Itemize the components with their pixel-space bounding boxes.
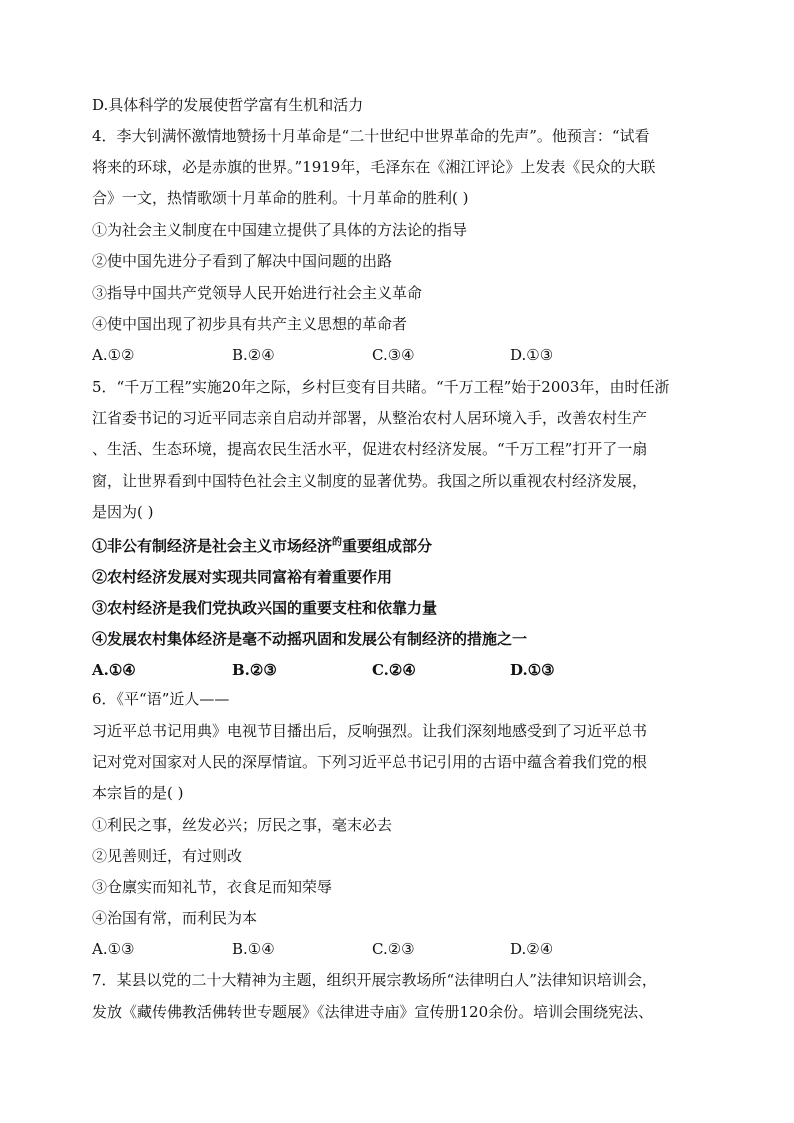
q5-option-d: D.①③ [510, 661, 555, 679]
q6-statement-3: ③仓廪实而知礼节，衣食足而知荣辱 [92, 878, 333, 896]
q4-option-a: A.①② [92, 346, 135, 364]
q5-statement-1 [92, 536, 432, 556]
q7-stem-line-1: 7．某县以党的二十大精神为主题，组织开展宗教场所“法律明白人”法律知识培训会， [92, 971, 657, 989]
q6-option-d: D.②④ [510, 940, 554, 958]
q6-statement-2: ②见善则迁，有过则改 [92, 847, 243, 865]
q4-stem-line-1: 4．李大钊满怀激情地赞扬十月革命是“二十世纪中世界革命的先声”。他预言：“试看 [92, 127, 650, 145]
q4-option-d: D.①③ [510, 346, 554, 364]
q5-statement-2: ②农村经济发展对实现共同富裕有着重要作用 [92, 568, 393, 586]
q5-stem-line-1: 5．“千万工程”实施20年之际，乡村巨变有目共睹。“千万工程”始于2003年，由时任浙 [92, 378, 670, 396]
q5-statement-3: ③农村经济是我们党执政兴国的重要支柱和依靠力量 [92, 599, 438, 617]
q6-stem-line-4: 本宗旨的是( ) [92, 784, 184, 802]
q6-stem-line-2: 习近平总书记用典》电视节目播出后，反响强烈。让我们深刻地感受到了习近平总书 [92, 722, 648, 740]
q5-stem-line-3: 、生活、生态环境，提高农民生活水平，促进农村经济发展。“千万工程”打开了一扇 [92, 440, 648, 458]
q6-stem-line-3: 记对党对国家对人民的深厚情谊。下列习近平总书记引用的古语中蕴含着我们党的根 [92, 753, 648, 771]
q4-statement-3: ③指导中国共产党领导人民开始进行社会主义革命 [92, 284, 423, 302]
q6-option-a: A.①③ [92, 940, 135, 958]
q6-statement-4: ④治国有常，而利民为本 [92, 909, 258, 927]
q5-statement-4: ④发展农村集体经济是毫不动摇巩固和发展公有制经济的措施之一 [92, 630, 528, 648]
q4-stem-line-3: 合》一文，热情歌颂十月革命的胜利。十月革命的胜利( ) [92, 189, 469, 207]
q5-stem-line-2: 江省委书记的习近平同志亲自启动并部署，从整治农村人居环境入手，改善农村生产 [92, 409, 648, 427]
q6-option-c: C.②③ [372, 940, 415, 958]
q5-option-a: A.①④ [92, 661, 136, 679]
q6-option-b: B.①④ [232, 940, 275, 958]
q5-stem-line-4: 窗，让世界看到中国特色社会主义制度的显著优势。我国之所以重视农村经济发展， [92, 472, 648, 490]
q7-stem-line-2: 发放《藏传佛教活佛转世专题展》《法律进寺庙》宣传册120余份。培训会围绕宪法、 [92, 1003, 654, 1021]
q5-stem-line-5: 是因为( ) [92, 503, 154, 521]
q6-statement-1: ①利民之事，丝发必兴；厉民之事，毫末必去 [92, 816, 393, 834]
q5-statement-1-tail: 重要组成部分 [342, 537, 433, 555]
q4-option-b: B.②④ [232, 346, 275, 364]
q4-statement-2: ②使中国先进分子看到了解决中国问题的出路 [92, 252, 393, 270]
q5-option-b: B.②③ [232, 661, 277, 679]
q5-statement-1-sup: 的 [332, 537, 343, 548]
q4-option-c: C.③④ [372, 346, 415, 364]
q6-stem-line-1: 6．《平“语”近人—— [92, 690, 230, 708]
q5-option-c: C.②④ [372, 661, 416, 679]
q3-option-d: D.具体科学的发展使哲学富有生机和活力 [92, 96, 364, 114]
q4-statement-1: ①为社会主义制度在中国建立提供了具体的方法论的指导 [92, 221, 468, 239]
q4-stem-line-2: 将来的环球，必是赤旗的世界。”1919年，毛泽东在《湘江评论》上发表《民众的大联 [92, 158, 656, 176]
q5-statement-1-main: ①非公有制经济是社会主义市场经济 [92, 537, 333, 555]
q4-statement-4: ④使中国出现了初步具有共产主义思想的革命者 [92, 315, 408, 333]
